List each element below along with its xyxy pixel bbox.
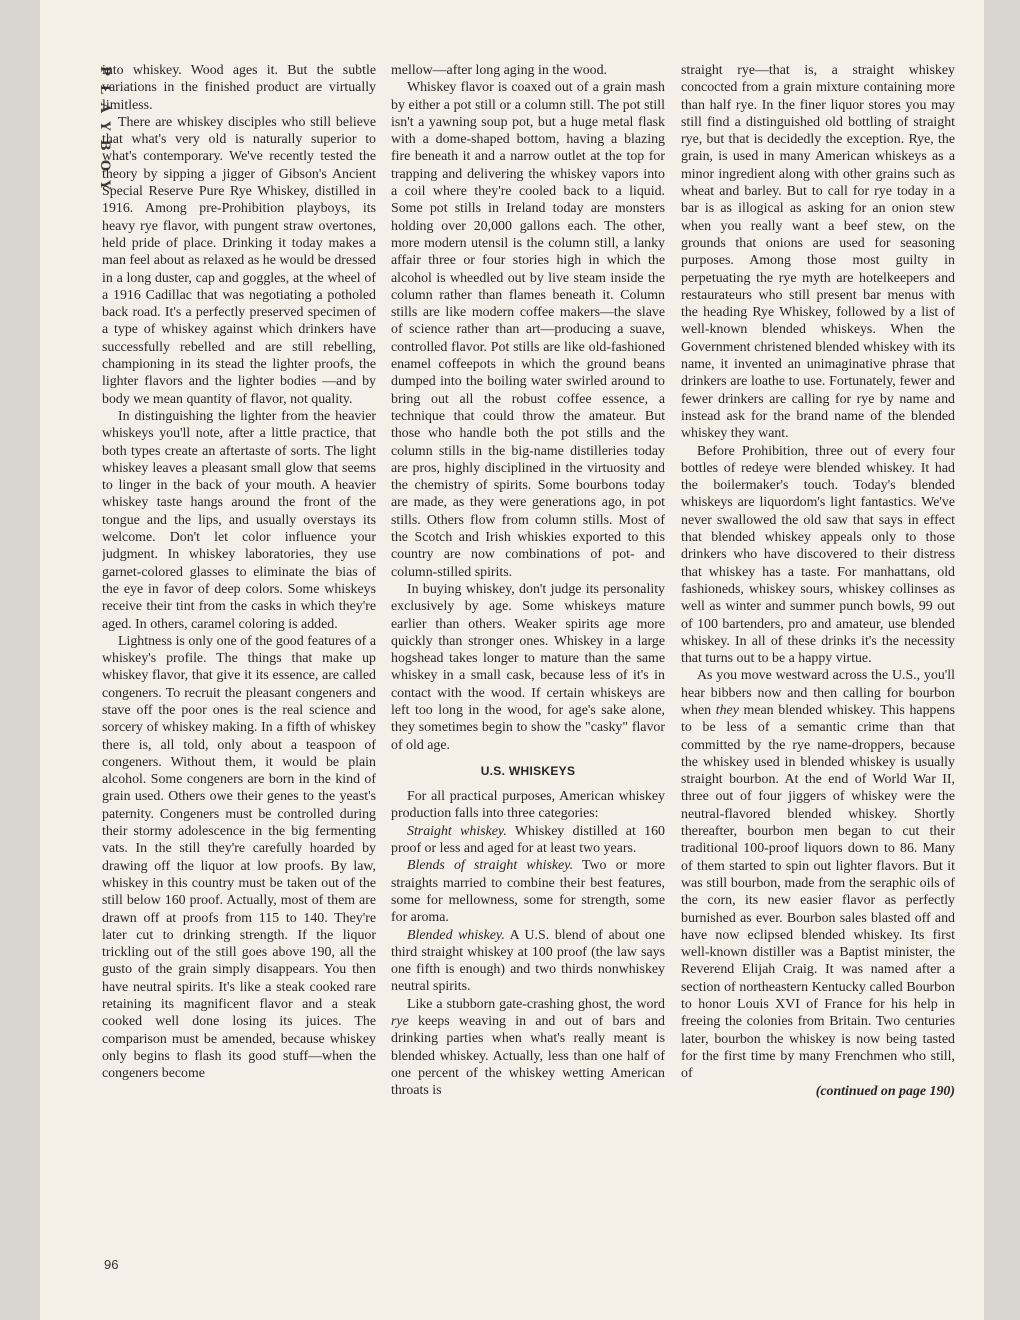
- paragraph: into whiskey. Wood ages it. But the subtle variations in the finished product are virtually limitless.: [102, 63, 376, 113]
- paragraph: In distinguishing the lighter from the heavier whiskeys you'll note, after a little practice, that both types create an aftertaste of sorts. The light whiskey leaves a pleasant small glow that seems to linger in the back of your mouth. A heavier whiskey taste hangs around the front of the tongue and the lips, and usually overstays its welcome. Don't let color influence your judgment. In whiskey laboratories, they use garnet-colored glasses to eliminate the bias of the eye in favor of deep colors. Some whiskeys receive their tint from the casks in which they're aged. In others, caramel coloring is added.: [102, 408, 376, 632]
- definition-straight: [391, 823, 665, 858]
- term: Blends of straight whiskey.: [407, 858, 574, 874]
- section-heading: U.S. WHISKEYS: [480, 763, 576, 778]
- term: Straight whiskey.: [407, 823, 507, 839]
- article-column-3: [681, 62, 955, 1277]
- definition-blended: [391, 927, 665, 996]
- paragraph: Whiskey flavor is coaxed out of a grain mash by either a pot still or a column still. The pot still isn't a yawning soup pot, but a huge metal flask with a dome-shaped bottom, having a blazing fire beneath it and a narrow outlet at the top for trapping and delivering the whiskey vapors into a coil where they're cooled back to a liquid. Some pot stills in Ireland today are monsters holding over 20,000 gallons each. The other, more modern utensil is the column still, a lanky affair three or four stories high in which the alcohol is wheedled out by live steam inside the column rather than flames beneath it. Column stills are like modern coffee makers—the slave of science rather than art—producing a suave, controlled flavor. Pot stills are like old-fashioned enamel coffeepots in which the ground beans dumped into the boiling water swirled around to bring out all the robust coffee essence, a technique that could throw the amateur. But those who handle both the pot stills and the column stills in the big-name distilleries today are pros, highly disciplined in the virtuosity and the chemistry of spirits. Some bourbons today are made, as they were generations ago, in pot stills. Others flow from column stills. Most of the Scotch and Irish whiskies exported to this country are now combinations of pot- and column-stilled spirits.: [391, 80, 665, 580]
- article-column-1: [102, 62, 376, 1277]
- continued-link[interactable]: (continued on page 190): [815, 1083, 955, 1099]
- paragraph: [681, 667, 955, 1082]
- term: Blended whiskey.: [407, 927, 505, 943]
- article-column-2: [391, 62, 665, 1277]
- definition-blends: [391, 857, 665, 926]
- paragraph: straight rye—that is, a straight whiskey concocted from a grain mixture containing more than half rye. In the finer liquor stores you may still find a distinguished old bottling of straight rye, but that is decidedly the exception. Rye, the grain, is used in many American whiskeys as a minor ingredient along with other grains such as wheat and barley. But to call for rye today in a bar is as illogical as asking for an onion stew when you really want a beef stew, on the grounds that onions are used for seasoning purposes. Among those most guilty in perpetuating the rye myth are hotelkeepers and restaurateurs who still present bar menus with the heading Rye Whiskey, followed by a list of well-known blended whiskeys. When the Government christened blended whiskey with its name, it invented an unimaginative phrase that drinkers are loathe to use. Fortunately, fewer and fewer drinkers are calling for rye by name and instead ask for the brand name of the blended whiskey they want.: [681, 63, 955, 442]
- paragraph: There are whiskey disciples who still believe that what's very old is naturally superior to what's contemporary. We've recently tested the theory by sipping a jigger of Gibson's Ancient Special Reserve Pure Rye Whiskey, distilled in 1916. Among pre-Prohibition playboys, its heavy rye flavor, with pungent straw overtones, held pride of place. Drinking it today makes a man feel about as relaxed as he would be dressed in a long duster, cap and goggles, at the wheel of a 1916 Cadillac that was negotiating a potholed back road. It's a perfectly preserved specimen of a type of whiskey against which drinkers have successfully rebelled and are still rebelling, championing in its stead the lighter proofs, the lighter flavors and the lighter bodies —and by body we mean quantity of flavor, not quality.: [102, 114, 376, 407]
- text-run: Like a stubborn gate-crashing ghost, the word: [407, 996, 665, 1012]
- paragraph: Lightness is only one of the good features of a whiskey's profile. The things that make up whiskey flavor, that give it its essence, are called congeners. To recruit the pleasant congeners and stave off the poor ones is the real science and sorcery of whiskey making. In a fifth of whiskey there is, all told, only about a teaspoon of congeners. Without them, it would be plain alcohol. Some congeners are born in the kind of grain used. Others owe their genes to the yeast's paternity. Congeners must be controlled during their stormy adolescence in the big fermenting vats. In the still they're carefully hoarded by drawing off the liquor at low proofs. By law, whiskey in this country must be taken out of the still below 160 proof. Actually, most of them are drawn off at proofs from 115 to 140. They're later cut to drinking strength. If the liquor trickling out of the still goes above 190, all the gusto of the grain simply disappears. You then have neutral spirits. It's like a steak cooked rare retaining its magnificent flavor and a steak cooked well done losing its juices. The comparison must be amended, because whiskey only begins to flash its good stuff—when the congeners become: [102, 633, 376, 1082]
- emphasis: they: [715, 702, 739, 718]
- text-run: As you move westward across the U.S., you'll hear bibbers now and then calling for bourbon when: [681, 668, 955, 718]
- definition-text: Two or more straights married to combine their best features, some for mellowness, some for strength, some for aroma.: [391, 858, 665, 926]
- paragraph: For all practical purposes, American whiskey production falls into three categories:: [391, 789, 665, 822]
- paragraph: Before Prohibition, three out of every four bottles of redeye were blended whiskey. It had the boilermaker's touch. Today's blended whiskeys are liquordom's light fantastics. We've never swallowed the old saw that says in effect that blended whiskey appeals only to those drinkers who have discovered to their distress that whiskey has a taste. For manhattans, old fashioneds, whiskey sours, whiskey collinses as well as winter and summer punch bowls, 99 out of 100 bartenders, pro and amateur, use blended whiskey. In all of these drinks it's the necessity that turns out to be a happy virtue.: [681, 443, 955, 667]
- paragraph: mellow—after long aging in the wood.: [391, 63, 608, 78]
- emphasis: rye: [391, 1014, 409, 1030]
- page-number: 96: [104, 1257, 119, 1272]
- definition-text: Whiskey distilled at 160 proof or less and aged for at least two years.: [391, 823, 665, 857]
- definition-text: A U.S. blend of about one third straight whiskey at 100 proof (the law says one fifth is enough) and two thirds nonwhiskey neutral spirits.: [391, 927, 665, 995]
- paragraph: [391, 996, 665, 1100]
- paragraph: In buying whiskey, don't judge its personality exclusively by age. Some whiskeys mature earlier than others. Weaker spirits age more quickly than stronger ones. Whiskey in a large hogshead takes longer to mature than the same whiskey in a small cask, because less of it's in contact with the wood. If certain whiskeys are left too long in the wood, for age's sake alone, they sometimes begin to show the "casky" flavor of old age.: [391, 581, 665, 753]
- text-run: keeps weaving in and out of bars and drinking parties when what's really meant is blended whiskey. Actually, less than one half of one percent of the whiskey wetting American throats is: [391, 1014, 665, 1099]
- text-run: mean blended whiskey. This happens to be less of a semantic crime than that committed by the rye name-droppers, because the whiskey used in blended whiskey is usually straight bourbon. At the end of World War II, three out of four jiggers of whiskey were the neutral-flavored blended whiskey. Shortly thereafter, bourbon men began to cut their traditional 100-proof liquors down to 86. Many of them started to spin out lighter flavors. But it was still bourbon, made from the seraphic oils of the corn, its new easier flavor as perfectly burnished as ever. Bourbon sales blasted off and have now eclipsed blended whiskey. Its first well-known distiller was a Baptist minister, the Reverend Elijah Craig. It was named after a section of northeastern Kentucky called Bourbon to honor Louis XVI of France for his help in freeing the colonies from Britain. Two centuries later, bourbon the whiskey is now being tasted for the first time by many Frenchmen who still, of: [681, 702, 955, 1082]
- masthead: PLAYBOY: [97, 66, 112, 199]
